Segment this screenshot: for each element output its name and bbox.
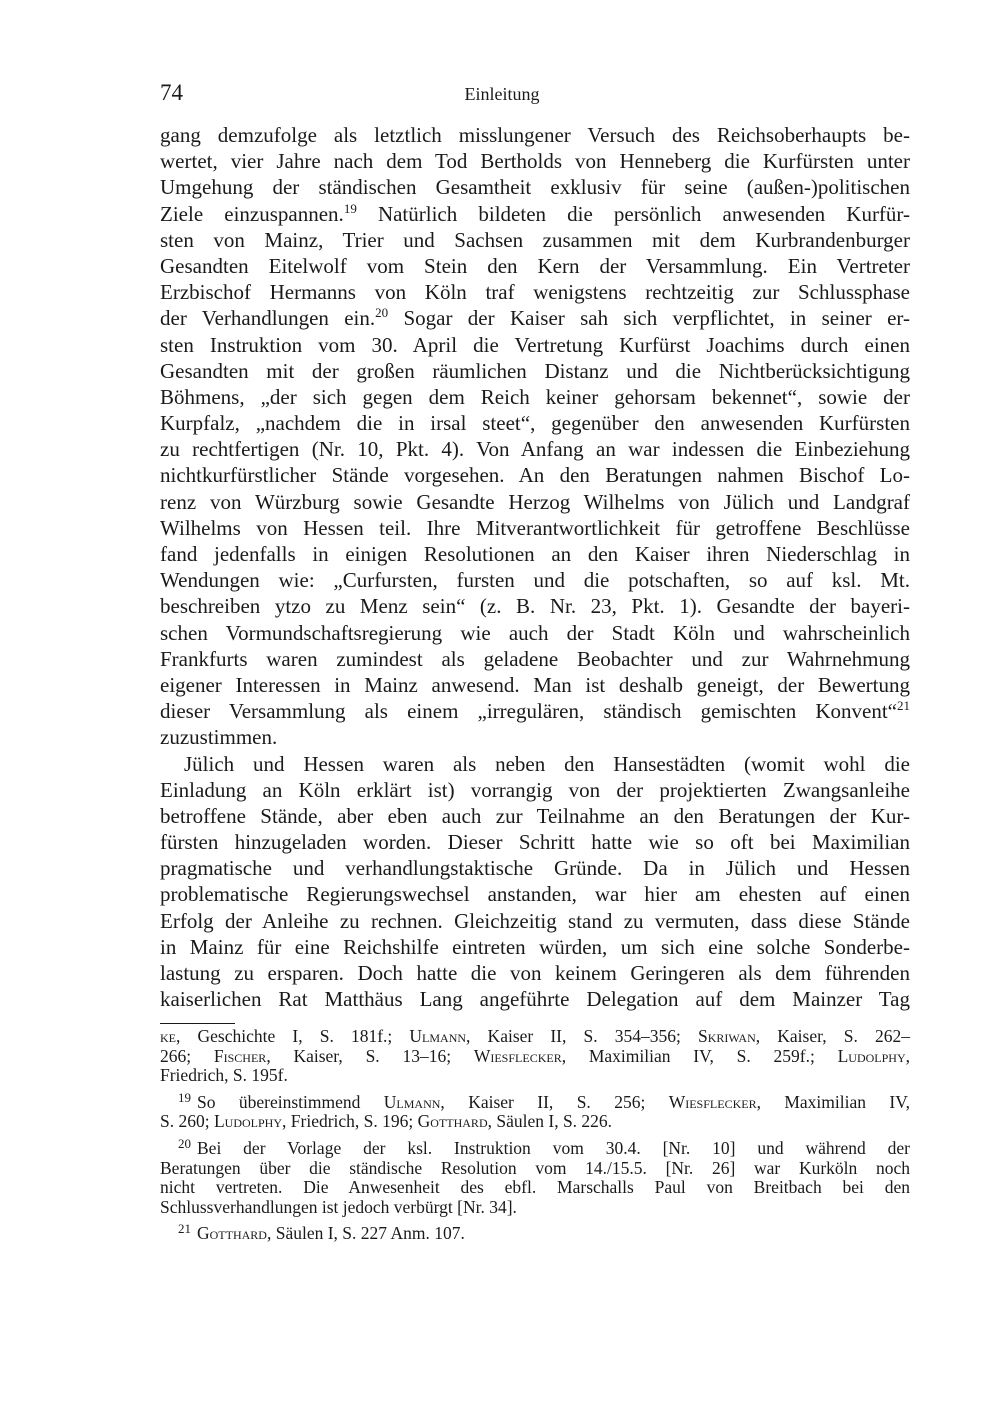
text-fragment: , Säulen I, S. 227 Anm. 107.	[266, 1223, 465, 1244]
footnote-21	[160, 1221, 910, 1244]
text-line: Erzbischof Hermanns von Köln traf wenigstens rechtzeitig zur Schlussphase	[160, 280, 910, 305]
text-line: lastung zu ersparen. Doch hatte die von keinem Geringeren als dem führenden	[160, 961, 910, 985]
text-line: zu rechtfertigen (Nr. 10, Pkt. 4). Von Anfang an war indessen die Einbeziehung	[160, 437, 910, 462]
author-name: Gotthard	[417, 1111, 488, 1132]
text-fragment: 266;	[160, 1045, 214, 1066]
text-fragment: , Kaiser II, S. 256;	[440, 1091, 669, 1112]
text-fragment: S. 260;	[160, 1111, 214, 1132]
text-fragment: , Geschichte I, S. 181f.;	[176, 1026, 410, 1046]
footnote-line	[160, 1047, 910, 1067]
footnote-number: 20	[178, 1135, 191, 1151]
text-line: sten Instruktion vom 30. April die Vertretung Kurfürst Joachims durch einen	[160, 332, 910, 357]
text-line	[160, 698, 910, 724]
author-name: Ulmann	[409, 1026, 467, 1046]
author-name: Fischer	[213, 1045, 267, 1066]
footnote-reference-20[interactable]: 20	[375, 305, 389, 321]
text-fragment: , Friedrich, S. 196;	[282, 1111, 418, 1132]
footnote-19	[160, 1089, 910, 1113]
footnote-number: 21	[178, 1221, 191, 1237]
text-line: Wendungen wie: „Curfursten, fursten und die potschaften, so auf ksl. Mt.	[160, 568, 910, 593]
text-line: Böhmens, „der sich gegen dem Reich keiner gehorsam bekennet“, sowie der	[160, 384, 910, 409]
text-line: in Mainz für eine Reichshilfe eintreten würden, um sich eine solche Sonderbe-	[160, 934, 910, 959]
text-line: fand jedenfalls in einigen Resolutionen an den Kaiser ihren Niederschlag in	[160, 542, 910, 566]
text-line: Einladung an Köln erklärt ist) vorrangig von der projektierten Zwangsanleihe	[160, 777, 910, 802]
footnote-line	[160, 1112, 910, 1132]
text-fragment: Ziele einzuspannen.	[160, 201, 344, 226]
text-line	[160, 201, 910, 227]
author-name: ke	[160, 1026, 176, 1046]
text-line: problematische Regierungswechsel anstanden, war hier am ehesten auf einen	[160, 882, 910, 907]
text-fragment: Sogar der Kaiser sah sich verpflichtet, in seiner er-	[388, 306, 910, 331]
text-line: eigener Interessen in Mainz anwesend. Man ist deshalb geneigt, der Bewertung	[160, 672, 910, 697]
footnote-number: 19	[178, 1089, 191, 1105]
text-fragment: Natürlich bildeten die persönlich anwesenden Kurfür-	[356, 201, 910, 226]
text-fragment: , Kaiser II, S. 354–356;	[466, 1026, 699, 1046]
footnote-line: nicht vertreten. Die Anwesenheit des ebfl. Marschalls Paul von Breitbach bei den	[160, 1177, 910, 1198]
text-fragment: , Maximilian IV, S. 259f.;	[561, 1045, 838, 1066]
text-fragment: , Kaiser, S. 262–	[755, 1026, 910, 1046]
footnote-line: Friedrich, S. 195f.	[160, 1065, 288, 1086]
footnote-separator	[160, 1023, 235, 1024]
text-fragment: , Maximilian IV,	[756, 1091, 910, 1112]
footnote-20	[160, 1135, 910, 1159]
text-fragment: , Säulen I, S. 226.	[487, 1111, 613, 1132]
text-fragment: ,	[905, 1045, 910, 1066]
author-name: Wiesflecker	[668, 1091, 757, 1112]
text-fragment: der Verhandlungen ein.	[160, 306, 376, 331]
text-line: pragmatische und verhandlungstaktische Gründe. Da in Jülich und Hessen	[160, 856, 910, 881]
footnote-reference-21[interactable]: 21	[897, 698, 910, 714]
text-line: wertet, vier Jahre nach dem Tod Bertholds von Henneberg die Kurfürsten unter	[160, 149, 910, 174]
text-line: Gesandten Eitelwolf vom Stein den Kern der Versammlung. Ein Vertreter	[160, 253, 910, 278]
text-line: Umgehung der ständischen Gesamtheit exklusiv für seine (außen-)politischen	[160, 175, 910, 200]
text-line: zuzustimmen.	[160, 725, 278, 750]
footnotes	[160, 1027, 910, 1244]
text-line: Erfolg der Anleihe zu rechnen. Gleichzeitig stand zu vermuten, dass diese Stände	[160, 908, 910, 933]
text-line: Frankfurts waren zumindest als geladene Beobachter und zur Wahrnehmung	[160, 646, 910, 671]
text-line: gang demzufolge als letztlich misslungener Versuch des Reichsoberhaupts be-	[160, 123, 910, 147]
footnote-line: Schlussverhandlungen ist jedoch verbürgt [Nr. 34].	[160, 1196, 517, 1217]
footnote-line: Beratungen über die ständische Resolution vom 14./15.5. [Nr. 26] war Kurköln noch	[160, 1157, 910, 1178]
footnote-reference-19[interactable]: 19	[343, 200, 357, 216]
main-text	[160, 122, 910, 1012]
author-name: Ludolphy	[837, 1045, 906, 1066]
text-fragment: , Kaiser, S. 13–16;	[266, 1045, 474, 1066]
text-line: Kurpfalz, „nachdem die in irsal steet“, gegenüber den anwesenden Kurfürsten	[160, 411, 910, 436]
text-line	[160, 305, 910, 331]
page-number: 74	[160, 80, 183, 105]
author-name: Ulmann	[383, 1091, 441, 1112]
author-name: Skriwan	[698, 1026, 756, 1046]
text-fragment: Bei der Vorlage der ksl. Instruktion vom 30.4. [Nr. 10] und während der	[197, 1137, 910, 1158]
text-line: sten von Mainz, Trier und Sachsen zusammen mit dem Kurbrandenburger	[160, 227, 910, 252]
text-fragment: dieser Versammlung als einem „irregulären, ständisch gemischten Konvent“	[160, 699, 897, 724]
text-line: schen Vormundschaftsregierung wie auch der Stadt Köln und wahrscheinlich	[160, 620, 910, 645]
author-name: Wiesflecker	[473, 1045, 562, 1066]
text-line: beschreiben ytzo zu Menz sein“ (z. B. Nr. 23, Pkt. 1). Gesandte der bayeri-	[160, 594, 910, 619]
text-line: kaiserlichen Rat Matthäus Lang angeführte Delegation auf dem Mainzer Tag	[160, 987, 910, 1012]
text-line: nichtkurfürstlicher Stände vorgesehen. An den Beratungen nahmen Bischof Lo-	[160, 463, 910, 488]
text-fragment: So übereinstimmend	[197, 1091, 384, 1112]
running-head: Einleitung	[464, 84, 540, 104]
author-name: Gotthard	[197, 1223, 267, 1244]
text-line: Wilhelms von Hessen teil. Ihre Mitverantwortlichkeit für getroffene Beschlüsse	[160, 515, 910, 540]
text-line: Jülich und Hessen waren als neben den Hansestädten (womit wohl die	[184, 751, 910, 776]
footnote-line	[160, 1027, 910, 1047]
author-name: Ludolphy	[213, 1111, 283, 1132]
text-line: renz von Würzburg sowie Gesandte Herzog Wilhelms von Jülich und Landgraf	[160, 489, 910, 514]
text-line: fürsten hinzugeladen worden. Dieser Schritt hatte wie so oft bei Maximilian	[160, 830, 910, 855]
text-line: betroffene Stände, aber eben auch zur Teilnahme an den Beratungen der Kur-	[160, 803, 910, 828]
text-line: Gesandten mit der großen räumlichen Distanz und die Nichtberücksichtigung	[160, 358, 910, 383]
